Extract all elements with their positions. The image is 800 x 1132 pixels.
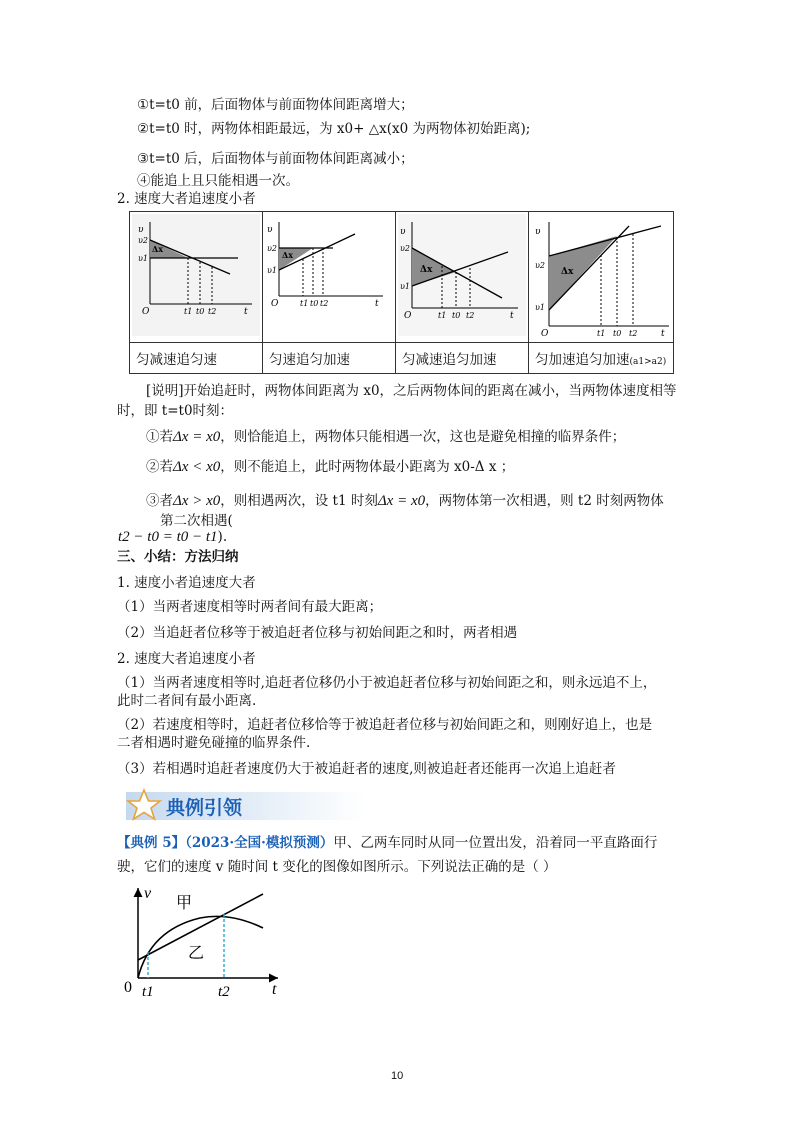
- graph2-t0: t0: [310, 299, 319, 308]
- graph4-v2-label: υ2: [535, 261, 545, 270]
- summary-s1b: （2）当追赶者位移等于被追赶者位移与初始间距之和时，两者相遇: [117, 625, 518, 641]
- case-3-formula-end: ).: [217, 529, 228, 545]
- summary-title: 三、小结：方法归纳: [117, 549, 239, 565]
- graph3-t1: t1: [438, 311, 447, 320]
- banner-graphic: [126, 788, 366, 824]
- graph2-dx-label: Δx: [282, 250, 293, 260]
- graph1-v-label: υ: [138, 225, 144, 235]
- case-3-line-2: 第二次相遇(: [160, 513, 233, 529]
- graph-cell-2: [263, 212, 396, 343]
- example-t1: t1: [142, 984, 154, 1000]
- case-1-math: Δx = x0: [173, 429, 221, 445]
- graph2-v-label: υ: [267, 225, 273, 235]
- summary-s2a-l1: （1）当两者速度相等时,追赶者位移仍小于被追赶者位移与初始间距之和，则永远追不上，: [117, 675, 657, 691]
- example-text-1: 甲、乙两车同时从同一位置出发，沿着同一平直路面行: [333, 835, 658, 851]
- graph2-t-axis: t: [375, 299, 379, 309]
- example-tag: 【典例 5】: [117, 835, 186, 851]
- graph4-t0: t0: [613, 329, 622, 338]
- summary-s2b-l1: （2）若速度相等时，追赶者位移恰等于被追赶者位移与初始间距之和，则刚好追上，也是: [117, 717, 653, 733]
- graph4-v1-label: υ1: [535, 303, 545, 312]
- graph1-t0: t0: [196, 307, 205, 316]
- summary-s2: 2. 速度大者追速度小者: [117, 651, 256, 667]
- graph4-t2: t2: [629, 329, 638, 338]
- graph-table: [129, 211, 674, 374]
- graph2-t2: t2: [320, 299, 329, 308]
- summary-s2c: （3）若相遇时追赶者速度仍大于被追赶者的速度,则被追赶者还能再一次追上追赶者: [117, 761, 616, 777]
- graph1-v2-label: υ2: [138, 236, 148, 245]
- graph4-dx-label: Δx: [561, 267, 574, 277]
- case-3-formula: [118, 528, 227, 546]
- graph3-v1-label: υ1: [400, 282, 410, 291]
- case-2-math: Δx < x0: [173, 459, 221, 475]
- list-item-4: ④能追上且只能相遇一次。: [137, 173, 299, 189]
- list-item-3: ③t=t0 后，后面物体与前面物体间距离减小；: [137, 151, 414, 167]
- explain-line-1: [说明]开始追赶时，两物体间距离为 x0，之后两物体间的距离在减小，当两物体速度相等: [146, 383, 677, 399]
- graph-accel-vs-accel: [529, 212, 673, 338]
- example-jia-label: 甲: [176, 893, 193, 912]
- graph-uniform-vs-accel: [263, 212, 395, 338]
- summary-s2b-l2: 二者相遇时避免碰撞的临界条件.: [117, 735, 311, 751]
- graph1-v1-label: υ1: [138, 254, 148, 263]
- example-v-label: v: [144, 885, 152, 902]
- explain-line-2: 时，即 t=t0时刻：: [117, 403, 234, 419]
- graph-caption-3: [396, 343, 529, 374]
- example-source: （2023·全国·模拟预测）: [185, 835, 334, 851]
- graph-decel-vs-accel: [396, 212, 528, 338]
- case-1: [146, 428, 625, 446]
- graph3-v-label: υ: [400, 227, 406, 237]
- summary-s2a-l2: 此时二者间有最小距离.: [117, 693, 257, 709]
- example-yi-label: 乙: [188, 943, 205, 962]
- graph-caption-4: [529, 343, 674, 374]
- graph-caption-4-sub: (a1>a2): [629, 357, 667, 367]
- graph-caption-2-text: 匀速追匀加速: [269, 352, 350, 368]
- graph-decel-vs-uniform: [130, 212, 262, 338]
- example-banner: [126, 788, 366, 828]
- banner-title: 典例引领: [166, 797, 243, 819]
- page-number: 10: [391, 1070, 404, 1082]
- graph3-t0: t0: [452, 311, 461, 320]
- case-3-prefix: ③者: [146, 493, 173, 509]
- graph4-v-label: υ: [535, 227, 541, 237]
- graph4-t1: t1: [597, 329, 606, 338]
- graph3-origin: O: [404, 311, 412, 321]
- list-item-1: ①t=t0 前，后面物体与前面物体间距离增大；: [137, 97, 414, 113]
- graph-cell-3: [396, 212, 529, 343]
- case-3-text: ，两物体第一次相遇，则 t2 时刻两物体: [425, 493, 664, 509]
- graph-caption-2: [263, 343, 396, 374]
- case-3: [146, 492, 664, 510]
- graph2-origin: O: [271, 299, 279, 309]
- example-line-2: 驶，它们的速度 v 随时间 t 变化的图像如图所示。下列说法正确的是（ ）: [117, 859, 557, 875]
- case-2-prefix: ②若: [146, 459, 173, 475]
- graph-cell-4: [529, 212, 674, 343]
- graph3-v2-label: υ2: [400, 244, 410, 253]
- case-3-math-2: Δx = x0: [377, 493, 426, 509]
- case-3-mid: ，则相遇两次，设 t1 时刻: [220, 493, 378, 509]
- graph1-t2: t2: [208, 307, 217, 316]
- graph1-dx-label: Δx: [152, 244, 163, 254]
- graph4-origin: O: [541, 329, 549, 338]
- case-3-formula-math: t2 − t0 = t0 − t1: [118, 529, 218, 545]
- graph1-origin: O: [142, 307, 150, 317]
- graph3-t2: t2: [466, 311, 475, 320]
- case-1-text: ，则恰能追上，两物体只能相遇一次，这也是避免相撞的临界条件；: [220, 429, 626, 445]
- graph-caption-1: [130, 343, 263, 374]
- graph-caption-1-text: 匀减速追匀速: [136, 352, 217, 368]
- graph-caption-4-text: 匀加速追匀加速: [535, 352, 630, 368]
- graph3-t-axis: t: [510, 311, 514, 321]
- example-t2: t2: [218, 984, 230, 1000]
- summary-s1a: （1）当两者速度相等时两者间有最大距离；: [117, 599, 383, 615]
- graph1-t-axis: t: [244, 307, 248, 317]
- case-2: [146, 458, 514, 476]
- case-1-prefix: ①若: [146, 429, 173, 445]
- example-origin: 0: [124, 979, 132, 996]
- graph-cell-1: [130, 212, 263, 343]
- case-3-math: Δx > x0: [173, 493, 221, 509]
- graph3-dx-label: Δx: [420, 265, 433, 275]
- graph2-t1: t1: [300, 299, 309, 308]
- graph2-v2-label: υ2: [267, 244, 277, 253]
- example-t-axis: t: [272, 981, 277, 998]
- list-item-2: ②t=t0 时，两物体相距最远，为 x0+ △x(x0 为两物体初始距离);: [137, 121, 531, 137]
- graph1-t1: t1: [184, 307, 193, 316]
- example-vt-graph: [120, 880, 290, 1005]
- section-title-2: 2. 速度大者追速度小者: [117, 191, 256, 207]
- case-2-text: ，则不能追上，此时两物体最小距离为 x0-Δ x ；: [220, 459, 515, 475]
- example-line-1: [117, 834, 657, 852]
- summary-s1: 1. 速度小者追速度大者: [117, 575, 256, 591]
- graph4-t-axis: t: [661, 329, 665, 338]
- graph2-v1-label: υ1: [267, 266, 277, 275]
- graph-caption-3-text: 匀减速追匀加速: [402, 352, 497, 368]
